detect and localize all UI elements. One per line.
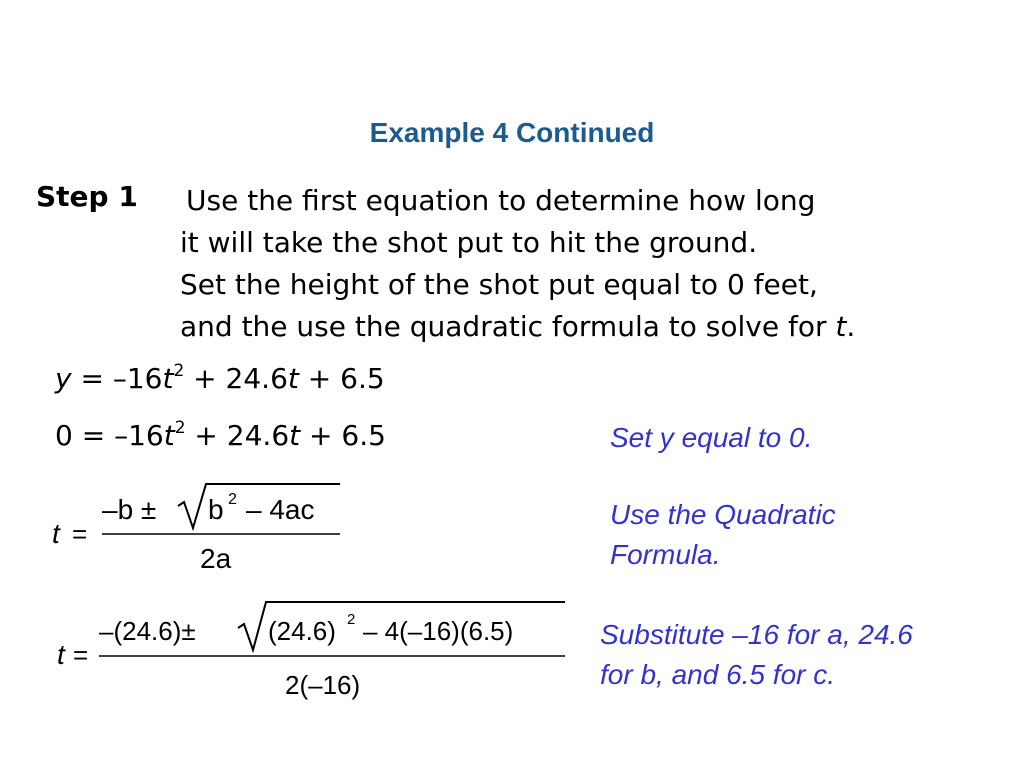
eq1-mid: + 24.6 (184, 362, 288, 395)
note-use-formula (610, 495, 836, 575)
substituted-formula (55, 598, 575, 713)
eq2-t2: t (289, 419, 301, 452)
equation-zero (55, 419, 386, 452)
qf-lhs: t (52, 518, 60, 549)
sf-num-left: –(24.6)± (99, 616, 196, 646)
sf-eq: = (73, 640, 89, 670)
sf-lhs: t (57, 639, 65, 670)
equation-height (55, 362, 385, 395)
qf-radicand-exp: 2 (228, 491, 237, 508)
eq2-exp: 2 (174, 418, 186, 438)
eq2-eq: = –16 (72, 419, 164, 452)
eq1-t2: t (287, 362, 299, 395)
qf-denominator: 2a (200, 543, 232, 574)
eq2-tail: + 6.5 (300, 419, 386, 452)
step-line-3: Set the height of the shot put equal to 0 feet, (180, 268, 818, 301)
eq1-t1: t (162, 362, 174, 395)
step-line-2: it will take the shot put to hit the ground. (180, 226, 758, 259)
step-label: Step 1 (36, 180, 138, 213)
qf-num-left: –b ± (102, 494, 157, 525)
sf-rad-a: (24.6) (268, 616, 336, 646)
quadratic-formula (50, 480, 350, 585)
note-use-formula-line-1: Use the Quadratic (610, 499, 836, 530)
note-substitute-line-1: Substitute –16 for a, 24.6 (600, 619, 913, 650)
note-use-formula-line-2: Formula. (610, 539, 721, 570)
eq1-exp: 2 (173, 361, 185, 381)
step-variable: t (835, 310, 847, 343)
step-line-1: Use the first equation to determine how long (186, 184, 816, 217)
qf-eq: = (72, 519, 88, 549)
slide-title: Example 4 Continued (369, 117, 655, 148)
sf-rad-exp: 2 (347, 611, 356, 628)
eq1-lhs: y (55, 362, 72, 395)
qf-radicand-rest: – 4ac (246, 494, 315, 525)
qf-radicand-b: b (208, 494, 224, 525)
eq1-eq: = –16 (71, 362, 163, 395)
step-line-4-text: and the use the quadratic formula to solve for (180, 310, 827, 343)
step-instructions (180, 180, 1020, 348)
sf-rad-rest: – 4(–16)(6.5) (363, 616, 514, 646)
eq1-tail: + 6.5 (298, 362, 385, 395)
eq2-mid: + 24.6 (185, 419, 290, 452)
note-substitute (600, 615, 913, 695)
step-line-4 (180, 306, 1020, 348)
eq2-t1: t (163, 419, 175, 452)
note-set-y: Set y equal to 0. (610, 422, 813, 453)
sf-denominator: 2(–16) (285, 670, 361, 700)
step-period: . (846, 310, 856, 343)
eq2-lhs: 0 (55, 419, 73, 452)
note-substitute-line-2: for b, and 6.5 for c. (600, 659, 836, 690)
